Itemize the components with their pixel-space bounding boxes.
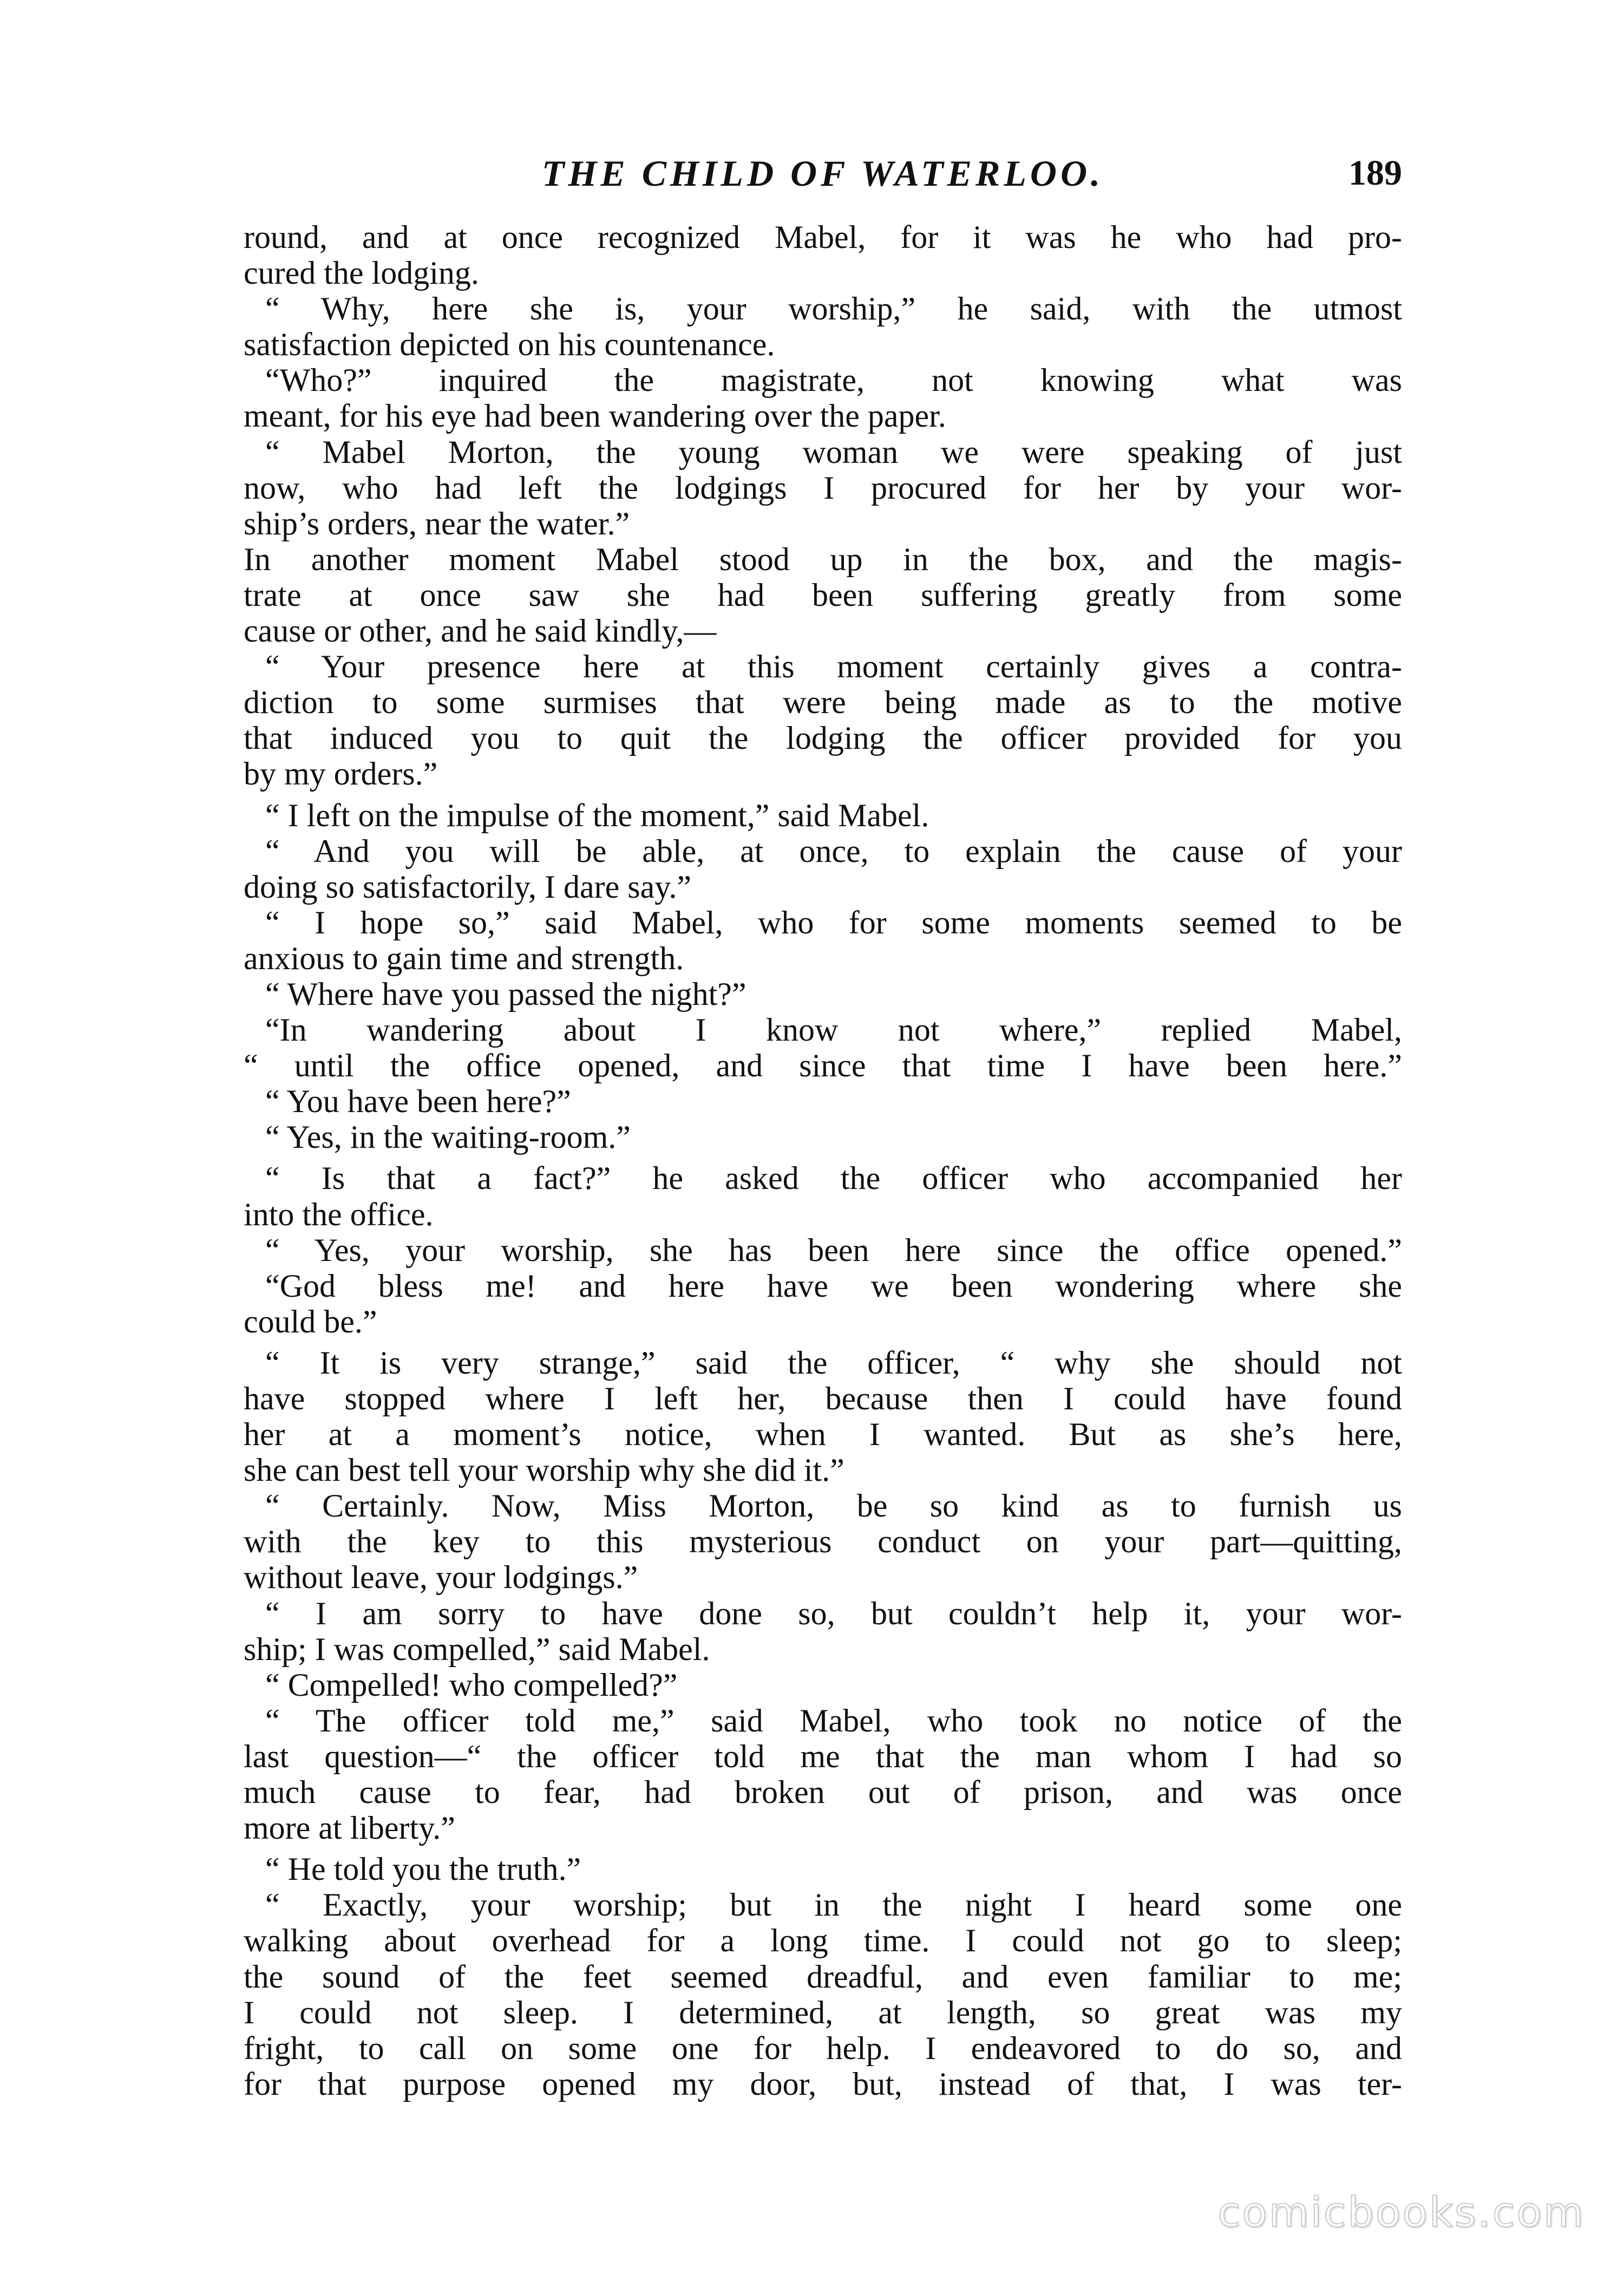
text-line: the sound of the feet seemed dreadful, and even familiar to me; xyxy=(244,1958,1402,1995)
text-line: “ You have been here?” xyxy=(265,1083,571,1120)
text-line: “ And you will be able, at once, to explain the cause of your xyxy=(265,833,1402,869)
text-line: her at a moment’s notice, when I wanted. But as she’s here, xyxy=(244,1416,1402,1453)
text-line: “In wandering about I know not where,” replied Mabel, xyxy=(265,1012,1402,1048)
text-line: “ Yes, your worship, she has been here since the office opened.” xyxy=(265,1232,1402,1268)
running-title: THE CHILD OF WATERLOO. xyxy=(541,153,1104,194)
text-line: “ The officer told me,” said Mabel, who took no notice of the xyxy=(265,1702,1402,1739)
text-line: diction to some surmises that were being made as to the motive xyxy=(244,684,1402,721)
text-line: she can best tell your worship why she did it.” xyxy=(244,1452,844,1488)
text-line: round, and at once recognized Mabel, for it was he who had pro- xyxy=(244,219,1402,255)
text-line: doing so satisfactorily, I dare say.” xyxy=(244,868,691,905)
text-line: “ He told you the truth.” xyxy=(265,1851,581,1887)
text-line: I could not sleep. I determined, at length, so great was my xyxy=(244,1994,1402,2030)
text-line: with the key to this mysterious conduct on your part—quitting, xyxy=(244,1524,1402,1560)
text-line: “ I hope so,” said Mabel, who for some moments seemed to be xyxy=(265,904,1402,940)
text-line: trate at once saw she had been suffering greatly from some xyxy=(244,577,1402,613)
text-line: “ I am sorry to have done so, but couldn’t help it, your wor- xyxy=(265,1595,1402,1631)
text-line: that induced you to quit the lodging the officer provided for you xyxy=(244,720,1402,756)
text-line: “Who?” inquired the magistrate, not knowing what was xyxy=(265,362,1402,398)
text-line: now, who had left the lodgings I procured for her by your wor- xyxy=(244,469,1402,506)
text-line: “ Where have you passed the night?” xyxy=(265,976,746,1012)
text-line: cause or other, and he said kindly,— xyxy=(244,613,717,649)
text-line: “ Mabel Morton, the young woman we were speaking of just xyxy=(265,434,1402,470)
text-line: fright, to call on some one for help. I endeavored to do so, and xyxy=(244,2030,1402,2066)
text-line: “ I left on the impulse of the moment,” said Mabel. xyxy=(265,797,929,833)
text-line: anxious to gain time and strength. xyxy=(244,940,684,976)
text-line: meant, for his eye had been wandering over the paper. xyxy=(244,398,946,434)
watermark: comicbooks.com xyxy=(1217,2188,1585,2236)
text-line: into the office. xyxy=(244,1196,434,1232)
text-line: ship; I was compelled,” said Mabel. xyxy=(244,1631,710,1667)
text-line: cured the lodging. xyxy=(244,255,479,291)
body-text xyxy=(244,219,1402,2102)
text-line: “ Is that a fact?” he asked the officer who accompanied her xyxy=(265,1160,1402,1197)
text-line: without leave, your lodgings.” xyxy=(244,1559,638,1596)
text-line: walking about overhead for a long time. I could not go to sleep; xyxy=(244,1923,1402,1959)
text-line: “ It is very strange,” said the officer, “ why she should not xyxy=(265,1344,1402,1381)
text-line: In another moment Mabel stood up in the box, and the magis- xyxy=(244,541,1402,577)
running-head xyxy=(244,149,1402,198)
text-line: for that purpose opened my door, but, instead of that, I was ter- xyxy=(244,2066,1402,2102)
text-line: by my orders.” xyxy=(244,756,438,792)
text-line: “ Yes, in the waiting-room.” xyxy=(265,1119,631,1155)
text-line: ship’s orders, near the water.” xyxy=(244,505,630,541)
text-line: could be.” xyxy=(244,1303,377,1339)
text-line: “ Your presence here at this moment certainly gives a contra- xyxy=(265,649,1402,685)
text-line: satisfaction depicted on his countenance. xyxy=(244,326,775,363)
text-line: “ Why, here she is, your worship,” he said, with the utmost xyxy=(265,291,1402,327)
text-line: much cause to fear, had broken out of prison, and was once xyxy=(244,1774,1402,1811)
text-line: “ Certainly. Now, Miss Morton, be so kind as to furnish us xyxy=(265,1488,1402,1524)
text-line: more at liberty.” xyxy=(244,1810,455,1846)
text-line: “ Compelled! who compelled?” xyxy=(265,1667,678,1703)
text-line: last question—“ the officer told me that the man whom I had so xyxy=(244,1738,1402,1774)
text-line: have stopped where I left her, because then I could have found xyxy=(244,1381,1402,1416)
text-line: “God bless me! and here have we been wondering where she xyxy=(265,1267,1402,1304)
text-line: “ until the office opened, and since that time I have been here.” xyxy=(244,1048,1402,1084)
text-line: “ Exactly, your worship; but in the night I heard some one xyxy=(265,1887,1402,1923)
page-number: 189 xyxy=(1348,153,1402,193)
